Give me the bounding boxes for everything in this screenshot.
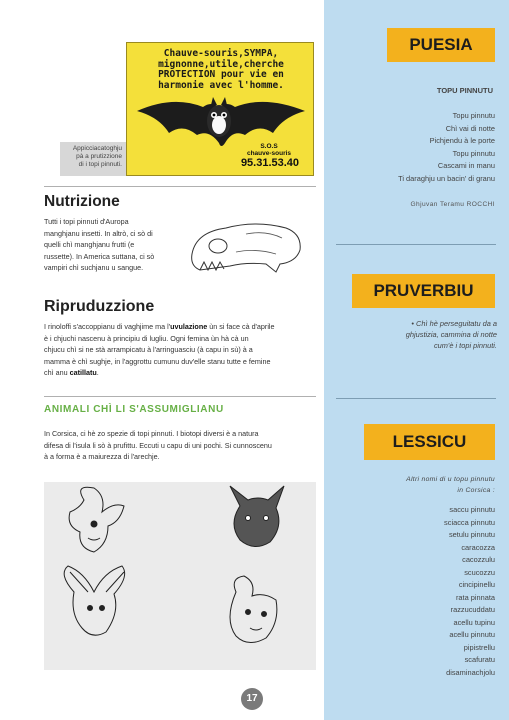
badge-pruverbiu: PRUVERBIU <box>352 274 495 308</box>
caption-line: di i topi pinnuti. <box>78 161 122 168</box>
proverb-text <box>347 318 497 351</box>
text-line: è i chjuchi nascenu à principiu di lugliu. Ogni femina ùn hà cà un <box>44 333 249 343</box>
poster-sos <box>237 143 301 157</box>
poster-line: mignonne,utile,cherche <box>158 58 284 70</box>
intro-line: in Corsica : <box>457 487 495 494</box>
page-number: 17 <box>241 688 263 710</box>
poster-caption <box>60 142 126 176</box>
section-title-riproduzzione: Ripruduzzione <box>44 298 155 315</box>
badge-puesia: PUESIA <box>387 28 495 62</box>
proverb-line: cum'è i topi pinnuti. <box>433 341 497 350</box>
poster-line: PROTECTION pour vie en <box>158 69 284 80</box>
poster-phone: 95.31.53.40 <box>240 157 300 169</box>
poem-line: Topu pinnutu <box>452 111 495 120</box>
text-line: russette). In America suttana, ci sò <box>44 251 155 261</box>
poster-line: harmonie avec l'homme. <box>158 79 284 91</box>
text-line: difesa di l'isula li sò à prufittu. Eccuti u capu di uni pochi. Si cunnoscenu <box>44 440 272 450</box>
right-sidebar <box>324 0 509 720</box>
lexicon-word: cacozzulu <box>462 555 495 564</box>
lexicon-word: rata pinnata <box>455 592 495 602</box>
lexicon-word: scafuratu <box>464 655 495 664</box>
lexicon-word: disaminachjolu <box>446 667 495 677</box>
proverb-line: ghjustizia, cammina di notte <box>405 330 497 339</box>
animali-text <box>44 428 316 463</box>
bold-term: uvulazione <box>170 322 208 331</box>
caption-line: pà a prutizzione <box>76 153 122 160</box>
lexicon-list <box>444 504 495 679</box>
nutrizione-text <box>44 216 174 274</box>
lexicon-intro <box>335 474 495 496</box>
bat-heads-drawing-icon <box>44 482 316 670</box>
text-line: In Corsica, ci hè zo spezie di topi pinnuti. I biotopi diversi è a natura <box>44 429 259 438</box>
badge-lessicu: LESSICU <box>364 424 495 460</box>
poem-line: Cascami in manu <box>437 161 495 170</box>
text-span: ùn si face cà d'aprile <box>207 322 275 331</box>
lexicon-word: acellu pinnutu <box>449 630 495 639</box>
bold-term: catillatu <box>69 368 97 378</box>
text-line <box>44 367 316 379</box>
poem-line: Ti daraghju un bacin' di granu <box>398 173 495 183</box>
lexicon-word: cincipinellu <box>458 580 495 589</box>
lexicon-word: saccu pinnutu <box>449 505 495 514</box>
poster-slogan <box>135 49 307 91</box>
intro-line: Altri nomi di u topu pinnutu <box>406 476 495 483</box>
section-title-animali: ANIMALI CHÌ LI S'ASSUMIGLIANU <box>44 404 224 415</box>
lexicon-word: setulu pinnutu <box>448 530 495 539</box>
text-line: à a forma è a maiurezza di l'arechje. <box>44 452 160 462</box>
bat-protection-poster <box>126 42 314 176</box>
poem-line: Pichjendu à le porte <box>429 136 495 145</box>
lexicon-word: acellu tupinu <box>453 617 495 627</box>
lexicon-word: caracozza <box>461 542 495 552</box>
text-span: I rinoloffi s'accoppianu di vaghjime ma l' <box>44 322 171 331</box>
poem-line: Topu pinnutu <box>452 148 495 158</box>
divider <box>336 398 496 399</box>
text-line: quelli chì manghjanu frutti (e <box>44 240 135 250</box>
divider <box>44 186 316 187</box>
poster-sos-subtitle: chauve-souris <box>246 150 292 157</box>
divider <box>336 244 496 245</box>
text-line: chjucu chì si ne stà arrampicatu à l'arringuasciu (à capu in sù) à a <box>44 345 253 355</box>
poem-title: TOPU PINNUTU <box>436 86 493 95</box>
lexicon-word: razzucuddatu <box>450 605 495 614</box>
bat-skull-drawing-icon <box>186 214 306 280</box>
riproduzzione-text <box>44 321 316 379</box>
lexicon-word: pipistrellu <box>463 642 495 652</box>
lexicon-word: sciacca pinnutu <box>444 517 495 527</box>
caption-line: Appicciacatoghju <box>72 145 122 152</box>
bat-heads-illustration <box>44 482 316 670</box>
poem-line: Chì vai di notte <box>445 123 495 133</box>
text-line: Tutti i topi pinnuti d'Auropa <box>44 217 129 226</box>
divider <box>44 396 316 397</box>
poster-sos-title: S.O.S <box>260 143 278 150</box>
proverb-line: • Chì hè perseguitatu da a <box>411 319 497 328</box>
lexicon-word: scucozzu <box>464 567 495 577</box>
text-line: mamma è chì sughje, in l'aggrottu cumunu duv'elle stanu tutte e femine <box>44 356 271 366</box>
poem-author: Ghjuvan Teramu ROCCHI <box>410 201 495 208</box>
text-span: chì anu <box>44 368 70 378</box>
text-span: . <box>96 368 99 378</box>
text-line <box>44 321 316 333</box>
text-line: vampiri chì suchjanu u sangue. <box>44 263 144 273</box>
poster-line: Chauve-souris,SYMPA, <box>163 48 279 59</box>
section-title-nutrizione: Nutrizione <box>44 193 120 210</box>
text-line: manghjanu insetti. In altrò, ci sò di <box>44 228 153 238</box>
poem-text <box>398 110 495 185</box>
